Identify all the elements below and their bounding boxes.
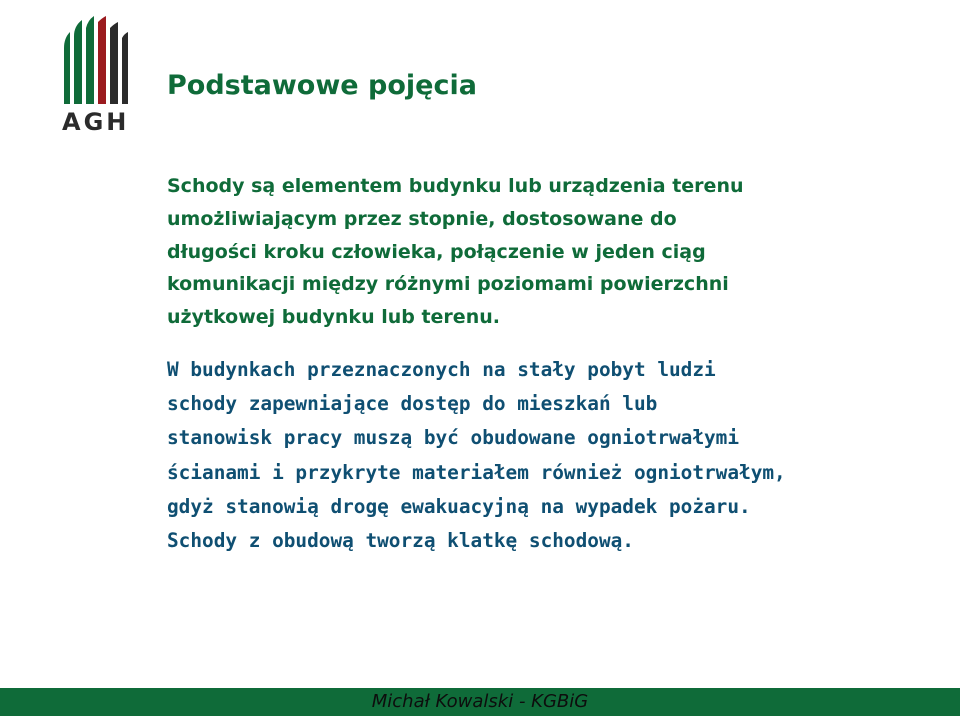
regulation-line: ścianami i przykryte materiałem również ogniotrwałym, [167,460,786,484]
regulation-line: stanowisk pracy muszą być obudowane ogniotrwałymi [167,426,740,450]
footer-author: Michał Kowalski - KGBiG [371,691,589,712]
slide-title: Podstawowe pojęcia [167,70,477,101]
definition-line: umożliwiającym przez stopnie, dostosowane do [167,207,677,230]
definition-line: Schody są elementem budynku lub urządzenia terenu [167,175,744,197]
footer-bar [0,688,960,716]
definition-paragraph [167,170,927,334]
regulation-line: W budynkach przeznaczonych na stały pobyt ludzi [167,358,716,381]
regulation-paragraph [167,353,947,558]
regulation-line: Schody z obudową tworzą klatkę schodową. [167,529,634,553]
regulation-line: schody zapewniające dostęp do mieszkań lub [167,392,658,416]
definition-line: komunikacji między różnymi poziomami powierzchni [167,273,729,296]
logo-text: AGH [62,108,130,136]
regulation-line: gdyż stanowią drogę ewakuacyjną na wypadek pożaru. [167,494,751,518]
definition-line: użytkowej budynku lub terenu. [167,306,500,329]
definition-line: długości kroku człowieka, połączenie w jeden ciąg [167,240,706,263]
